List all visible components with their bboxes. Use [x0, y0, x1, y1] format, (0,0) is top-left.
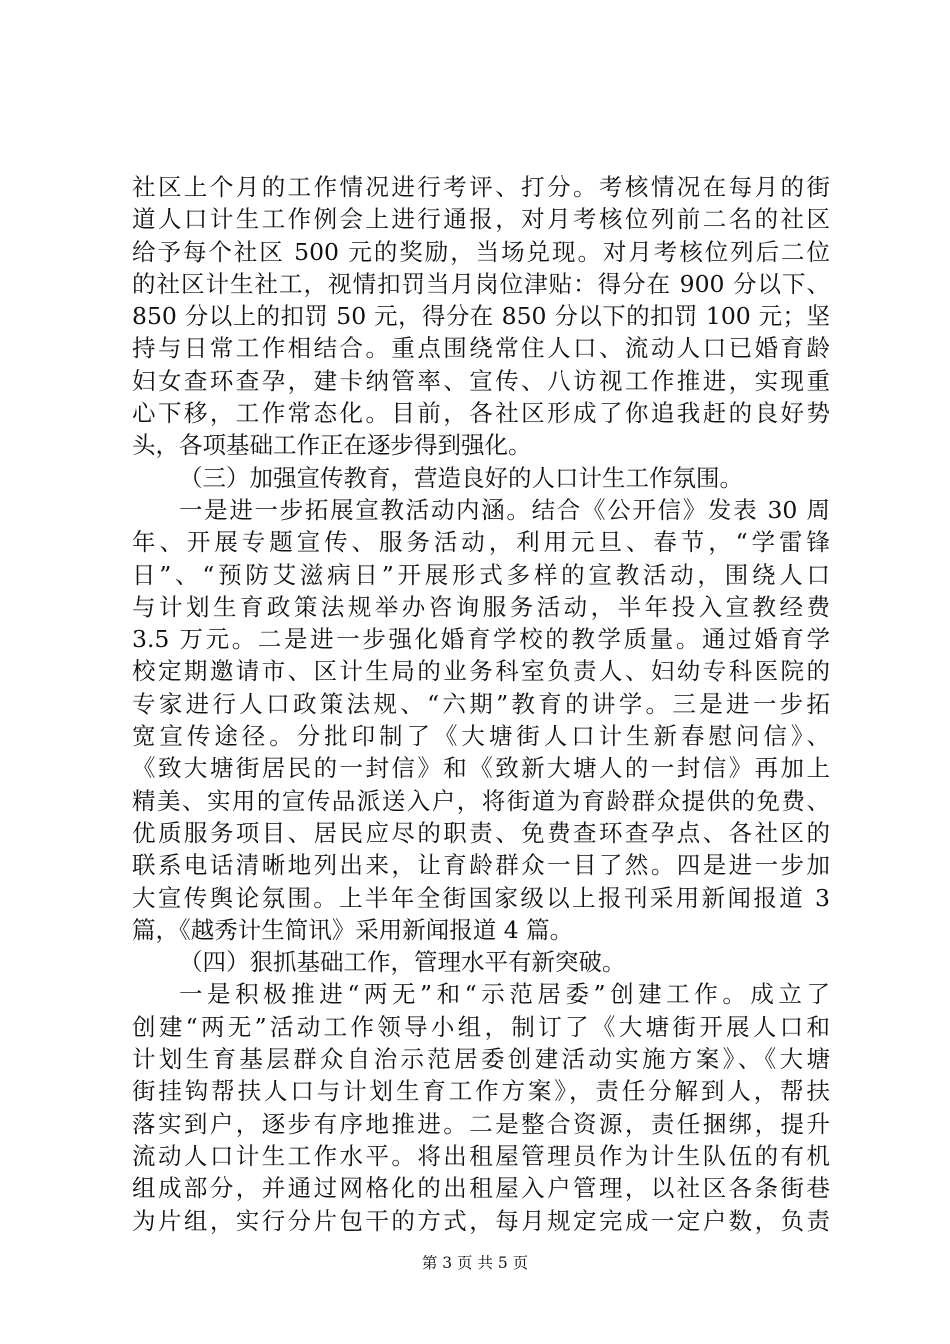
text-line: 优质服务项目、居民应尽的职责、免费查环查孕点、各社区的	[132, 818, 830, 847]
text-line: 年、开展专题宣传、服务活动，利用元旦、春节，“学雷锋	[132, 528, 830, 557]
text-line: 给予每个社区 500 元的奖励，当场兑现。对月考核位列后二位	[132, 237, 830, 266]
text-line: 的社区计生社工，视情扣罚当月岗位津贴：得分在 900 分以下、	[132, 269, 830, 298]
text-line: 心下移，工作常态化。目前，各社区形成了你追我赶的良好势	[132, 399, 830, 428]
text-line: 3.5 万元。二是进一步强化婚育学校的教学质量。通过婚育学	[132, 625, 830, 654]
text-line: （四）狠抓基础工作，管理水平有新突破。	[179, 948, 626, 977]
document-body	[132, 171, 830, 1237]
text-line: 与计划生育政策法规举办咨询服务活动，半年投入宣教经费	[132, 592, 830, 621]
text-line: 落实到户，逐步有序地推进。二是整合资源，责任捆绑，提升	[132, 1109, 830, 1138]
text-line: 计划生育基层群众自治示范居委创建活动实施方案》、《大塘	[132, 1045, 830, 1074]
text-line: 校定期邀请市、区计生局的业务科室负责人、妇幼专科医院的	[132, 657, 830, 686]
page-footer: 第 3 页 共 5 页	[421, 1254, 529, 1272]
text-line: 持与日常工作相结合。重点围绕常住人口、流动人口已婚育龄	[132, 334, 830, 363]
text-line: 专家进行人口政策法规、“六期”教育的讲学。三是进一步拓	[132, 689, 830, 718]
text-line: 头，各项基础工作正在逐步得到强化。	[132, 431, 532, 460]
text-line: 联系电话清晰地列出来，让育龄群众一目了然。四是进一步加	[132, 851, 830, 880]
text-line: 妇女查环查孕，建卡纳管率、宣传、八访视工作推进，实现重	[132, 366, 830, 395]
text-line: 一是积极推进“两无”和“示范居委”创建工作。成立了	[179, 980, 830, 1009]
text-line: 一是进一步拓展宣教活动内涵。结合《公开信》发表 30 周	[179, 495, 830, 524]
text-line: 精美、实用的宣传品派送入户，将街道为育龄群众提供的免费、	[132, 786, 830, 815]
text-line: 日”、“预防艾滋病日”开展形式多样的宣教活动，围绕人口	[132, 560, 830, 589]
text-line: 社区上个月的工作情况进行考评、打分。考核情况在每月的街	[132, 173, 830, 201]
text-line: 流动人口计生工作水平。将出租屋管理员作为计生队伍的有机	[132, 1141, 830, 1170]
text-line: 大宣传舆论氛围。上半年全街国家级以上报刊采用新闻报道 3	[132, 883, 830, 912]
text-line: 组成部分，并通过网格化的出租屋入户管理，以社区各条街巷	[132, 1174, 830, 1203]
text-line: 《致大塘街居民的一封信》和《致新大塘人的一封信》再加上	[132, 754, 830, 783]
text-line: 街挂钩帮扶人口与计划生育工作方案》，责任分解到人，帮扶	[132, 1077, 830, 1106]
text-line: 创建“两无”活动工作领导小组，制订了《大塘街开展人口和	[132, 1012, 830, 1041]
text-line: 850 分以上的扣罚 50 元，得分在 850 分以下的扣罚 100 元；坚	[132, 302, 830, 331]
text-line: 篇，《越秀计生简讯》采用新闻报道 4 篇。	[132, 915, 574, 944]
text-line: （三）加强宣传教育，营造良好的人口计生工作氛围。	[179, 463, 743, 492]
text-line: 为片组，实行分片包干的方式，每月规定完成一定户数，负责	[132, 1206, 830, 1235]
text-line: 道人口计生工作例会上进行通报，对月考核位列前二名的社区	[132, 205, 830, 234]
text-line: 宽宣传途径。分批印制了《大塘街人口计生新春慰问信》、	[132, 722, 830, 751]
